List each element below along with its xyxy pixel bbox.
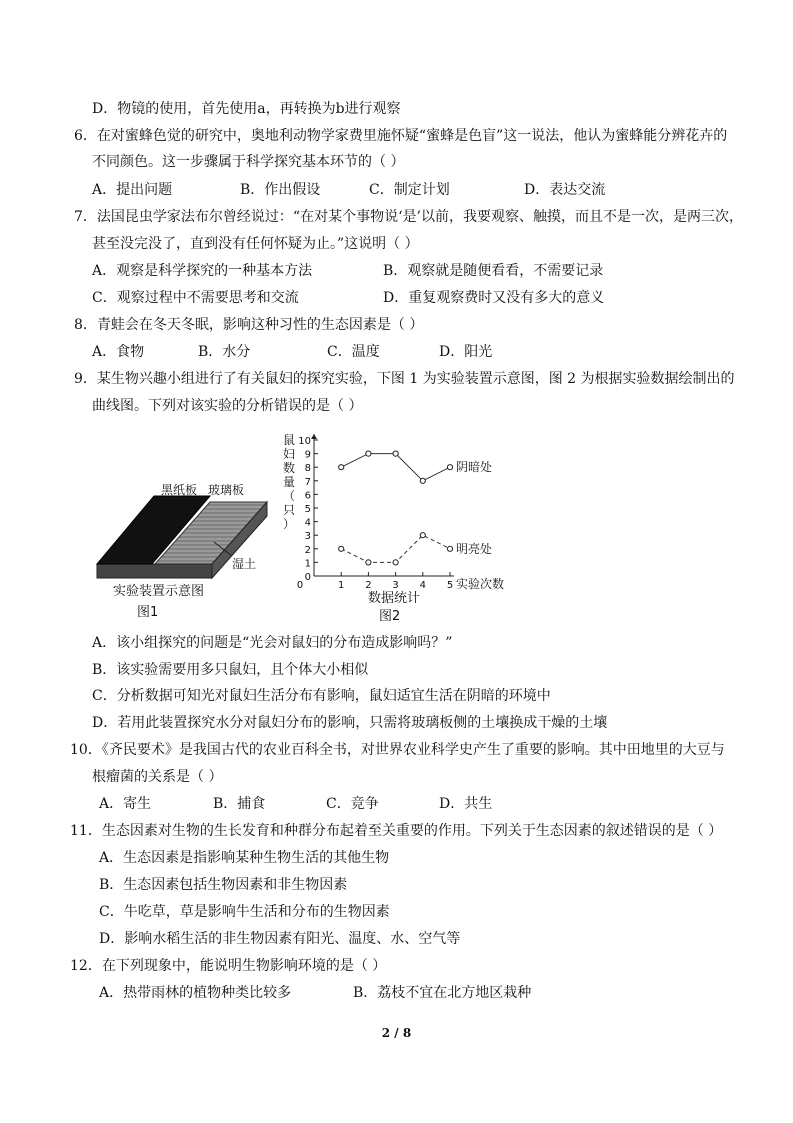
y-tick-label: 10 [298,436,311,447]
y-tick-label: 3 [304,531,311,543]
chart-y-label [283,433,295,531]
series-point [393,560,398,565]
q10-option-d: D．共生 [439,796,493,812]
series-line-0 [341,454,450,481]
y-tick-label: 5 [304,504,311,515]
x-tick-label: 4 [419,580,426,591]
chart-series [339,451,492,565]
x-tick-label: 1 [338,580,345,591]
y-tick-label: 1 [304,558,311,570]
q11-option-c: C．牛吃草，草是影响牛生活和分布的生物因素 [99,904,390,920]
series-point [420,533,425,538]
q8-option-a: A．食物 [92,344,145,360]
x-tick-label: 5 [446,580,454,591]
y-tick-label: 6 [304,490,311,502]
y-label-char: （ [282,489,296,503]
y-axis-arrow [311,434,317,439]
x-tick-label: 2 [365,580,372,591]
label-wet-soil: 湿土 [232,557,257,571]
tray-front-face [97,564,212,578]
y-label-char: 妇 [282,447,296,461]
q6-option-b: B．作出假设 [240,182,321,198]
series-label: 明亮处 [456,541,493,556]
q11-stem-line1: 11．生态因素对生物的生长发育和种群分布起着至关重要的作用。下列关于生态因素的叙述错误的是（ ） [70,823,723,839]
q8-option-c: C．温度 [327,344,380,360]
series-point [339,546,344,551]
q8-option-d: D．阳光 [439,344,493,360]
q6-stem-line2: 不同颜色。这一步骤属于科学探究基本环节的（ ） [92,154,405,170]
series-point [366,451,371,456]
figure-1-apparatus [97,482,267,620]
q9-option-b: B．该实验需要用多只鼠妇，且个体大小相似 [92,662,369,678]
q12-option-b: B．荔枝不宜在北方地区栽种 [353,985,532,1001]
q7-option-b: B．观察就是随便看看，不需要记录 [383,263,604,279]
y-tick-label: 9 [304,449,311,461]
series-point [393,451,398,456]
q9-option-c: C．分析数据可知光对鼠妇生活分布有影响，鼠妇适宜生活在阴暗的环境中 [92,688,551,704]
q5-option-d: D．物镜的使用，首先使用a，再转换为b进行观察 [92,101,401,117]
q10-option-a: A．寄生 [99,796,152,812]
q9-stem-line1: 9．某生物兴趣小组进行了有关鼠妇的探究实验，下图 1 为实验装置示意图，图 2 为根据实验数据绘制出的 [74,371,735,387]
series-point [420,478,425,483]
series-point [339,465,344,470]
x-tick-label: 3 [392,580,399,591]
q12-option-a: A．热带雨林的植物种类比较多 [99,985,292,1001]
q7-option-c: C．观察过程中不需要思考和交流 [92,290,299,306]
y-label-char: ） [282,517,296,531]
label-glass-plate: 玻璃板 [208,483,245,497]
q6-option-a: A．提出问题 [92,182,173,198]
y-tick-label: 7 [304,476,311,488]
q6-option-c: C．制定计划 [369,182,450,198]
y-tick-label: 8 [304,463,311,475]
y-label-char: 只 [282,503,296,517]
fig2-title: 图2 [379,609,401,624]
q6-stem-line1: 6．在对蜜蜂色觉的研究中，奥地利动物学家费里施怀疑“蜜蜂是色盲”这一说法，他认为蜜蜂能分辨花卉的 [74,128,728,144]
q9-figures [92,424,522,624]
q7-stem-line2: 甚至没完没了，直到没有任何怀疑为止。”这说明（ ） [92,236,419,252]
q8-option-b: B．水分 [198,344,251,360]
q9-stem-line2: 曲线图。下列对该实验的分析错误的是（ ） [92,398,363,414]
q7-stem-line1: 7．法国昆虫学家法布尔曾经说过：“在对某个事物说‘是’以前，我要观察、触摸，而且不是一次，是两三次， [74,209,743,225]
q10-option-c: C．竞争 [326,796,379,812]
series-line-1 [341,535,450,562]
q10-stem-line1: 10．《齐民要术》是我国古代的农业百科全书，对世界农业科学史产生了重要的影响。其中田地里的大豆与 [70,742,725,758]
q10-stem-line2: 根瘤菌的关系是（ ） [92,769,223,785]
q9-option-d: D．若用此装置探究水分对鼠妇分布的影响，只需将玻璃板侧的土壤换成干燥的土壤 [92,715,608,731]
chart-x-axis-label: 实验次数 [456,577,505,591]
q11-option-d: D．影响水稻生活的非生物因素有阳光、温度、水、空气等 [99,931,461,947]
fig1-title: 图1 [137,605,159,620]
page-number: 2 / 8 [381,1026,412,1040]
q7-option-a: A．观察是科学探究的一种基本方法 [92,263,313,279]
q11-option-b: B．生态因素包括生物因素和非生物因素 [99,877,348,893]
y-label-char: 鼠 [282,433,296,447]
q12-stem-line1: 12．在下列现象中，能说明生物影响环境的是（ ） [70,958,387,974]
y-label-char: 量 [282,475,296,489]
y-label-char: 数 [282,461,296,475]
x-tick-label: 0 [296,580,304,591]
y-tick-label: 2 [304,544,311,556]
q8-stem-line1: 8．青蛙会在冬天冬眠，影响这种习性的生态因素是（ ） [74,317,424,333]
label-black-board: 黑纸板 [161,483,198,497]
y-tick-label: 4 [304,517,311,529]
fig1-caption: 实验装置示意图 [113,584,205,599]
fig2-caption: 数据统计 [368,591,421,606]
chart-axes [297,434,454,591]
series-point [447,465,452,470]
figure-2-chart [283,433,504,624]
q11-option-a: A．生态因素是指影响某种生物生活的其他生物 [99,850,390,866]
series-point [447,546,452,551]
series-label: 阴暗处 [456,460,493,475]
q6-option-d: D．表达交流 [524,182,606,198]
q9-option-a: A．该小组探究的问题是“光会对鼠妇的分布造成影响吗？” [92,635,453,651]
y-tick-label: 0 [304,572,311,583]
series-point [366,560,371,565]
q10-option-b: B．捕食 [213,796,266,812]
q7-option-d: D．重复观察费时又没有多大的意义 [383,290,605,306]
